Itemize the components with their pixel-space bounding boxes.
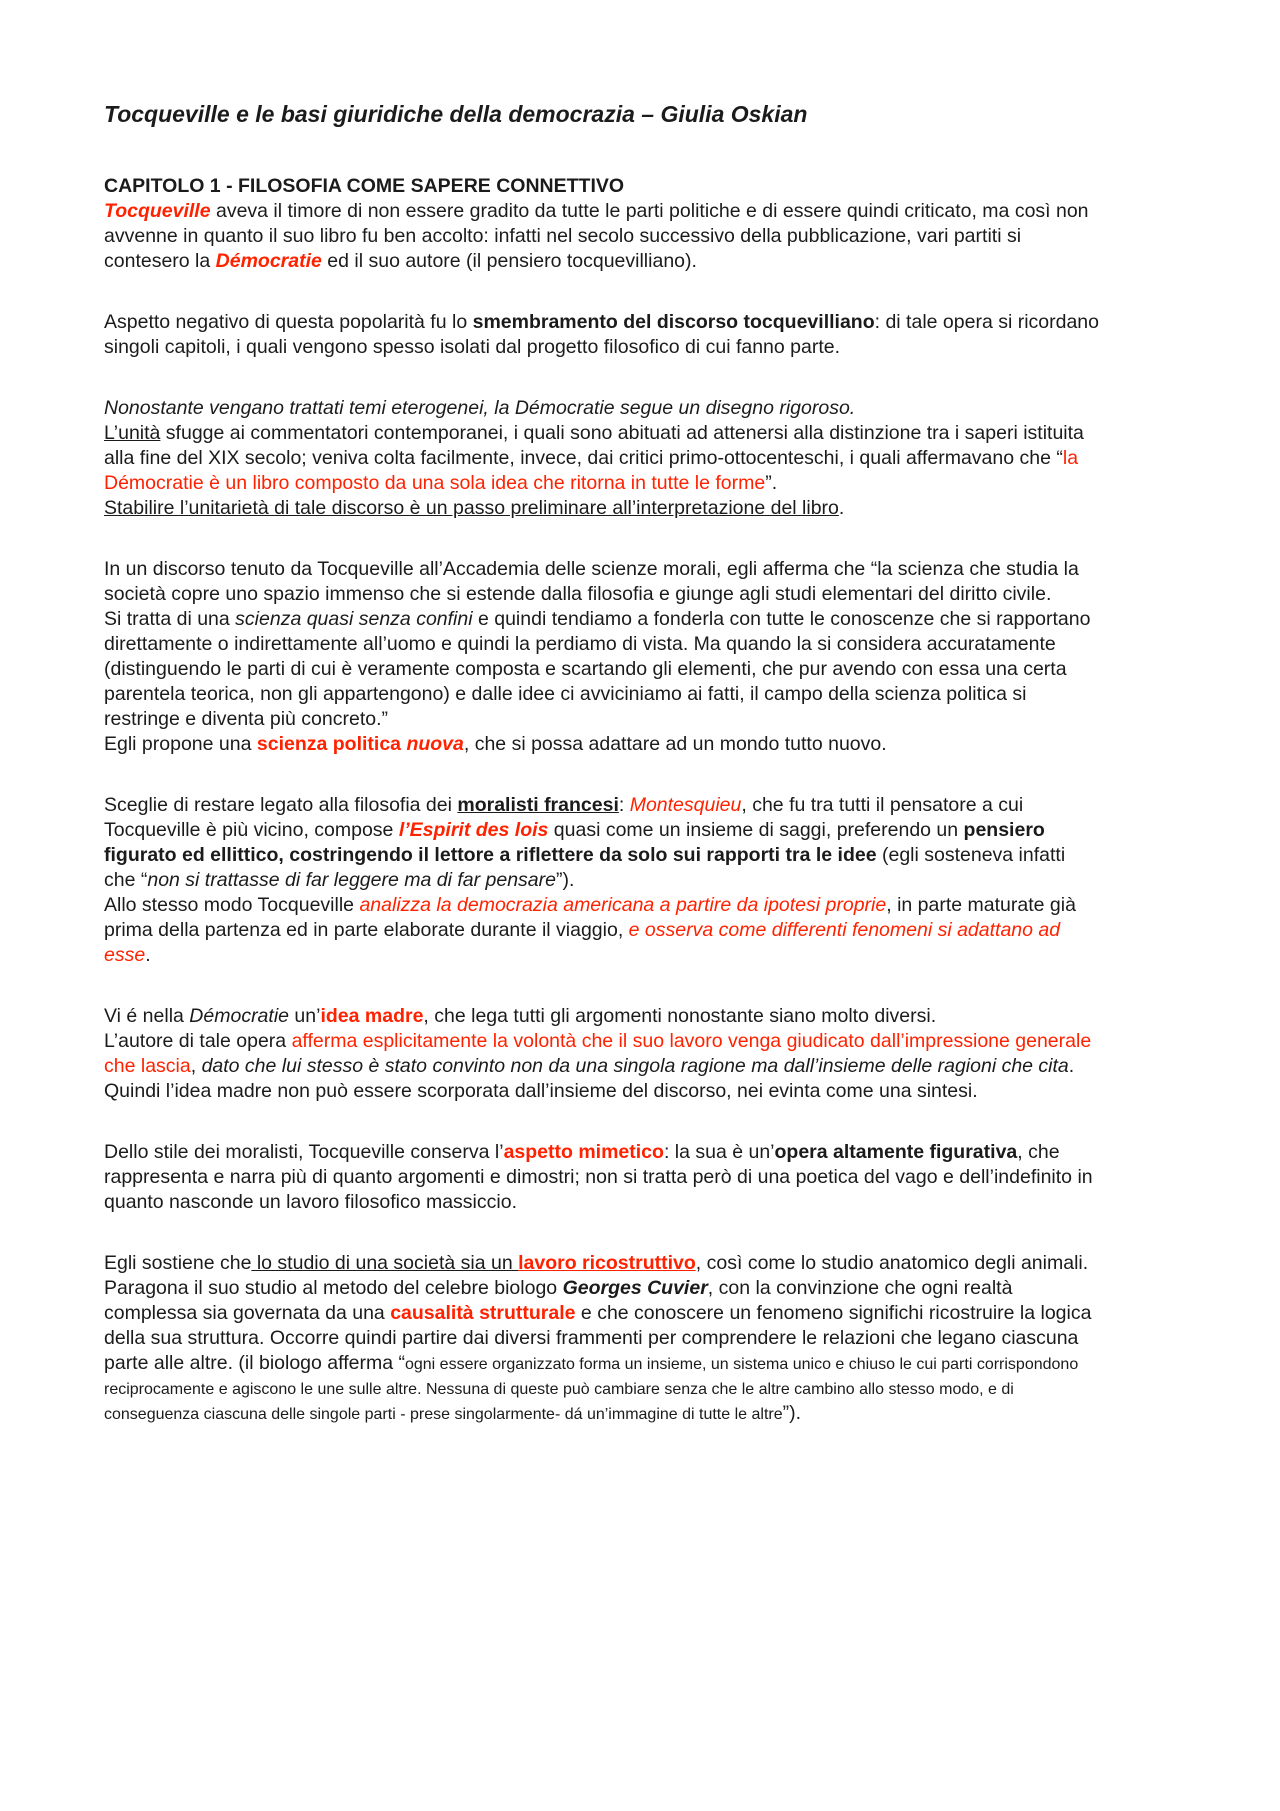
text-run: scienza politica — [256, 733, 407, 755]
text-run: . — [838, 497, 845, 519]
text-run: idea madre — [320, 1005, 424, 1027]
text-run: . — [1068, 1055, 1075, 1077]
paragraph — [104, 310, 1100, 360]
text-run: (egli sosteneva infatti che “ — [104, 844, 1066, 891]
text-run: In un discorso tenuto da Tocqueville all’Accademia delle scienze morali, egli afferma che “la scienza che studia la società copre uno spazio immenso che si estende dalla filosofia e giunge agli studi elementari del diritto civile. — [104, 558, 1079, 605]
text-run: Stabilire l’unitarietà di tale discorso è un passo preliminare all’interpretazione del libro — [104, 497, 839, 519]
text-run: dato che lui stesso è stato convinto non da una singola ragione ma dall’insieme delle ragioni che cita — [201, 1055, 1069, 1077]
text-run: smembramento del discorso tocquevilliano — [472, 311, 875, 333]
text-run: un’ — [289, 1005, 321, 1027]
text-run: pensiero figurato ed ellittico, costringendo il lettore a riflettere da solo sui rapporti tra le idee — [104, 819, 1045, 866]
text-run: Paragona il suo studio al metodo del celebre biologo — [104, 1277, 563, 1299]
text-run: Dello stile dei moralisti, Tocqueville conserva l’ — [104, 1141, 504, 1163]
text-run: , in parte maturate già prima della partenza ed in parte elaborate durante il viaggio, — [104, 894, 1076, 941]
text-run: , che rappresenta e narra più di quanto argomenti e dimostri; non si tratta però di una poetica del vago e dell’indefinito in quanto nasconde un lavoro filosofico massiccio. — [104, 1141, 1093, 1213]
text-run: Vi é nella — [104, 1005, 190, 1027]
text-run: e che conoscere un fenomeno significhi ricostruire la logica della sua struttura. Occorre quindi partire dai diversi frammenti per comprendere le relazioni che legano ciascuna parte alle altre. (il biologo afferma “ — [104, 1302, 1092, 1374]
text-run: . — [145, 944, 151, 966]
paragraph — [104, 1004, 1100, 1104]
text-run: afferma esplicitamente la volontà che il suo lavoro venga giudicato dall’impressione generale che lascia — [104, 1030, 1092, 1077]
text-run: moralisti francesi — [457, 794, 619, 816]
text-run: Sceglie di restare legato alla filosofia dei — [104, 794, 458, 816]
text-run: ”). — [782, 1402, 802, 1424]
paragraph — [104, 396, 1100, 521]
text-run: ”). — [556, 869, 575, 891]
text-run: scienza quasi senza confini — [235, 608, 473, 630]
text-run: Tocqueville — [104, 200, 211, 222]
paragraph — [104, 1140, 1100, 1215]
text-run: non si trattasse di far leggere ma di far pensare — [147, 869, 556, 891]
text-run: la Démocratie è un libro composto da una sola idea che ritorna in tutte le forme — [104, 447, 1079, 494]
text-run: , così come lo studio anatomico degli animali. — [695, 1252, 1089, 1274]
text-run: lavoro ricostruttivo — [518, 1252, 696, 1274]
text-run: sfugge ai commentatori contemporanei, i quali sono abituati ad attenersi alla distinzione tra i saperi istituita alla fine del XIX secolo; veniva colta facilmente, invece, dai critici primo-ottocenteschi, i quali affermavano che “ — [104, 422, 1084, 469]
text-run: Quindi l’idea madre non può essere scorporata dall’insieme del discorso, nei evinta come una sintesi. — [104, 1080, 978, 1102]
text-run: , che fu tra tutti il pensatore a cui Tocqueville è più vicino, compose — [104, 794, 1024, 841]
text-run: Egli sostiene che — [104, 1252, 252, 1274]
text-run: , con la convinzione che ogni realtà complessa sia governata da una — [104, 1277, 1013, 1324]
text-run: ”. — [765, 472, 778, 494]
text-run: lo studio di una società sia un — [251, 1252, 519, 1274]
text-run: ed il suo autore (il pensiero tocquevilliano). — [321, 250, 697, 272]
text-run: nuova — [406, 733, 464, 755]
paragraph — [104, 557, 1100, 757]
text-run: L’autore di tale opera — [104, 1030, 292, 1052]
text-run: : la sua è un’ — [663, 1141, 775, 1163]
text-run: L’unità — [104, 422, 161, 444]
document-title: Tocqueville e le basi giuridiche della democrazia – Giulia Oskian — [104, 101, 808, 127]
text-run: Démocratie — [215, 250, 322, 272]
text-run: : di tale opera si ricordano singoli capitoli, i quali vengono spesso isolati dal progetto filosofico di cui fanno parte. — [104, 311, 1099, 358]
text-run: aveva il timore di non essere gradito da tutte le parti politiche e di essere quindi criticato, ma così non avvenne in quanto il suo libro fu ben accolto: infatti nel secolo successivo della pubblicazione, vari partiti si contesero la — [104, 200, 1089, 272]
text-run: , — [190, 1055, 202, 1077]
text-run: l’Espirit des lois — [398, 819, 549, 841]
text-run: Georges Cuvier — [562, 1277, 708, 1299]
paragraph — [104, 1251, 1100, 1426]
text-run: Nonostante vengano trattati temi eterogenei, la Démocratie segue un disegno rigoroso. — [104, 397, 856, 419]
text-run: Aspetto negativo di questa popolarità fu lo — [104, 311, 473, 333]
text-run: aspetto mimetico — [503, 1141, 664, 1163]
text-run: Allo stesso modo Tocqueville — [104, 894, 360, 916]
text-run: Montesquieu — [629, 794, 742, 816]
text-run: e osserva come differenti fenomeni si adattano ad esse — [104, 919, 1061, 966]
text-run: analizza la democrazia americana a partire da ipotesi proprie — [359, 894, 887, 916]
paragraph — [104, 793, 1100, 968]
chapter-heading: CAPITOLO 1 - FILOSOFIA COME SAPERE CONNETTIVO — [104, 175, 625, 197]
text-run: Si tratta di una — [104, 608, 236, 630]
text-run: , che lega tutti gli argomenti nonostante siano molto diversi. — [423, 1005, 937, 1027]
paragraph — [104, 199, 1100, 274]
text-run: opera altamente figurativa — [774, 1141, 1018, 1163]
text-run: quasi come un insieme di saggi, preferendo un — [548, 819, 964, 841]
text-run: , che si possa adattare ad un mondo tutto nuovo. — [463, 733, 887, 755]
text-run: causalità strutturale — [390, 1302, 576, 1324]
text-run: : — [618, 794, 630, 816]
text-run: Egli propone una — [104, 733, 257, 755]
document-body — [104, 199, 1100, 1426]
text-run: ogni essere organizzato forma un insieme, un sistema unico e chiuso le cui parti corrispondono reciprocamente e agiscono le une sulle altre. Nessuna di queste può cambiare senza che le altre cambino allo stesso modo, e di conseguenza ciascuna delle singole parti - prese singolarmente- dá un’immagine di tutte le altre — [104, 1356, 1079, 1423]
text-run: e quindi tendiamo a fonderla con tutte le conoscenze che si rapportano direttamente o indirettamente all’uomo e quindi la perdiamo di vista. Ma quando la si considera accuratamente (distinguendo le parti di cui è veramente composta e scartando gli elementi, che pur avendo con essa una certa parentela teorica, non gli appartengono) e dalle idee ci avviciniamo ai fatti, il campo della scienza politica si restringe e diventa più concreto.” — [104, 608, 1091, 730]
text-run: Démocratie — [189, 1005, 289, 1027]
